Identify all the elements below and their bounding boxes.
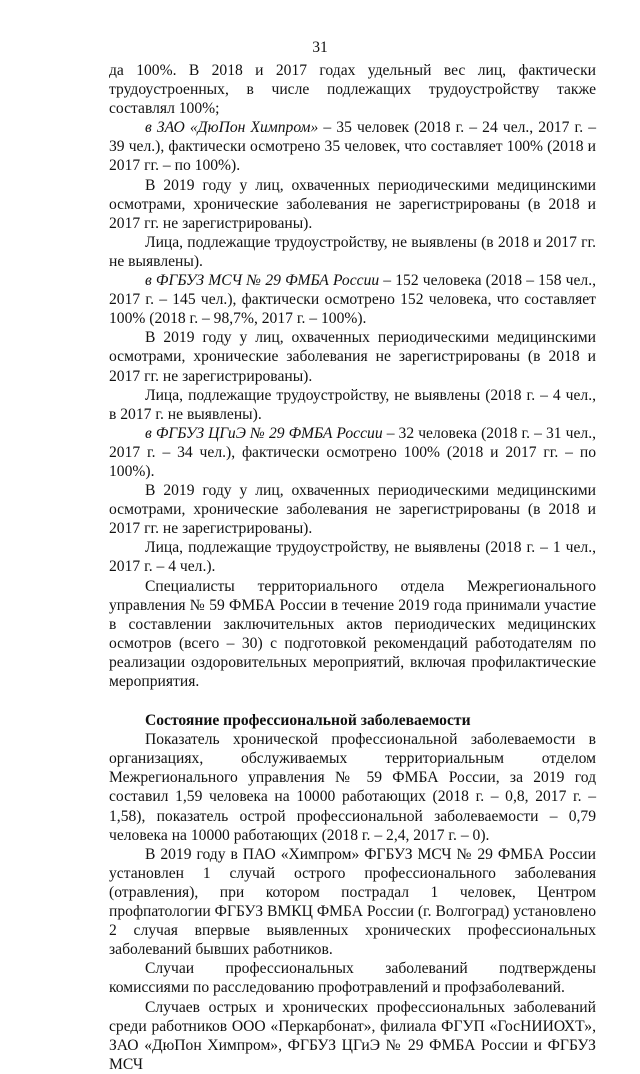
paragraph: Лица, подлежащие трудоустройству, не выявлены (в 2018 и 2017 гг. не выявлены). (109, 233, 596, 270)
paragraph: Лица, подлежащие трудоустройству, не выявлены (2018 г. – 4 чел., в 2017 г. не выявлены). (109, 386, 596, 423)
paragraph: Специалисты территориального отдела Межрегионального управления № 59 ФМБА России в течение 2019 года принимали участие в составлении заключительных актов периодических медицинских осмотров (всего – 30) с подготовкой рекомендаций работодателям по реализации оздоровительных мероприятий, включая профилактические мероприятия. (109, 577, 596, 690)
paragraph-text: – 35 человек (2018 г. – 24 чел., 2017 г. – 39 чел.), фактически осмотрено 35 человек, что составляет 100% (2018 и 2017 гг. – по 100%). (109, 119, 596, 175)
paragraph: Случаев острых и хронических профессиональных заболеваний среди работников ООО «Перкарбонат», филиала ФГУП «ГосНИИОХТ», ЗАО «ДюПон Химпром», ФГБУЗ ЦГиЭ № 29 ФМБА России и ФГБУЗ МСЧ (109, 998, 596, 1073)
organization-name: в ФГБУЗ МСЧ № 29 ФМБА России (145, 272, 380, 290)
organization-name: в ЗАО «ДюПон Химпром» (145, 119, 319, 137)
paragraph: В 2019 году в ПАО «Химпром» ФГБУЗ МСЧ № 29 ФМБА России установлен 1 случай острого профессионального заболевания (отравления), при котором пострадал 1 человек, Центром профпатологии ФГБУЗ ВМКЦ ФМБА России (г. Волгоград) установлено 2 случая впервые выявленных хронических профессиональных заболеваний бывших работников. (109, 845, 596, 959)
paragraph: Показатель хронической профессиональной заболеваемости в организациях, обслуживаемых территориальным отделом Межрегионального управления № 59 ФМБА России, за 2019 год составил 1,59 человека на 10000 работающих (2018 г. – 0,8, 2017 г. – 1,58), показатель острой профессиональной заболеваемости – 0,79 человека на 10000 работающих (2018 г. – 2,4, 2017 г. – 0). (109, 731, 596, 844)
paragraph: да 100%. В 2018 и 2017 годах удельный вес лиц, фактически трудоустроенных, в числе подлежащих трудоустройству также составлял 100%; (109, 62, 596, 118)
paragraph (109, 424, 596, 481)
paragraph-text: – 152 человека (2018 – 158 чел., 2017 г. – 145 чел.), фактически осмотрено 152 человека, что составляет 100% (2018 г. – 98,7%, 2017 г. – 100%). (109, 272, 596, 328)
organization-name: в ФГБУЗ ЦГиЭ № 29 ФМБА России (145, 424, 383, 442)
document-body (109, 61, 596, 1074)
paragraph: Случаи профессиональных заболеваний подтверждены комиссиями по расследованию профотравлений и профзаболеваний. (109, 960, 596, 997)
section-heading: Состояние профессиональной заболеваемости (145, 712, 471, 730)
paragraph: Лица, подлежащие трудоустройству, не выявлены (2018 г. – 1 чел., 2017 г. – 4 чел.). (109, 539, 596, 576)
paragraph (109, 271, 596, 328)
paragraph: В 2019 году у лиц, охваченных периодическими медицинскими осмотрами, хронические заболевания не зарегистрированы (в 2018 и 2017 гг. не зарегистрированы). (109, 482, 596, 538)
paragraph: В 2019 году у лиц, охваченных периодическими медицинскими осмотрами, хронические заболевания не зарегистрированы (в 2018 и 2017 гг. не зарегистрированы). (109, 176, 596, 232)
page-number: 31 (312, 39, 328, 56)
paragraph-text: – 32 человека (2018 г. – 31 чел., 2017 г. – 34 чел.), фактически осмотрено 100% (2018 и 2017 гг. – по 100%). (109, 424, 596, 480)
paragraph (109, 118, 596, 175)
paragraph: В 2019 году у лиц, охваченных периодическими медицинскими осмотрами, хронические заболевания не зарегистрированы (в 2018 и 2017 гг. не зарегистрированы). (109, 329, 596, 385)
